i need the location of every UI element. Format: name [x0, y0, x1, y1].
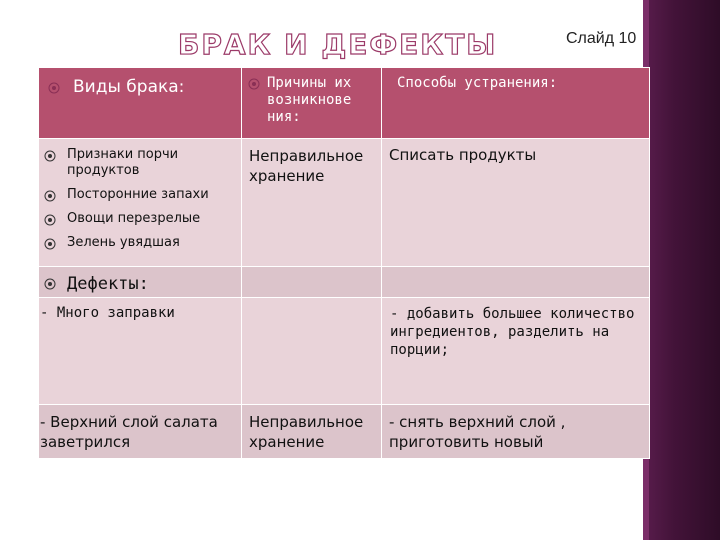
row3-cause-cell [242, 298, 382, 405]
list-item [43, 211, 237, 227]
defects-table [38, 67, 650, 459]
row4-cause-cell [242, 405, 382, 459]
row4-defect-cell [39, 405, 242, 459]
row3-fix-cell [382, 298, 650, 405]
row4-fix-text: - снять верхний слой , приготовить новый [389, 413, 566, 451]
target-bullet-icon [43, 277, 57, 291]
row1-types-cell [39, 139, 242, 267]
slide-number: Слайд 10 [566, 30, 637, 47]
row1-fix-cell [382, 139, 650, 267]
row2-label-text: Дефекты: [67, 274, 149, 294]
slide-title: БРАК И ДЕФЕКТЫ [178, 28, 498, 61]
row4-fix-cell [382, 405, 650, 459]
header-cell-types [39, 68, 242, 139]
row3-defect-text: - Много заправки [40, 305, 175, 321]
header-cell-fixes [382, 68, 650, 139]
target-bullet-icon [47, 81, 61, 95]
row3-fix-text: - добавить большее количество ингредиентов, разделить на порции; [390, 306, 635, 358]
list-item [43, 235, 237, 251]
row1-cause-text: Неправильное хранение [249, 147, 364, 185]
row1-fix-text: Списать продукты [389, 146, 537, 164]
list-item [43, 187, 237, 203]
list-item [43, 147, 237, 179]
row2-label-cell [39, 267, 242, 298]
row1-item-text: Признаки порчи продуктов [67, 147, 179, 178]
row1-cause-cell [242, 139, 382, 267]
row4-defect-text: - Верхний слой салата заветрился [40, 413, 218, 451]
target-bullet-icon [247, 77, 261, 91]
row4-cause-text: Неправильное хранение [249, 413, 364, 451]
side-decor-bar [643, 0, 720, 540]
table-row [39, 267, 650, 298]
header-types-label: Виды брака: [73, 77, 185, 97]
row3-defect-cell [39, 298, 242, 405]
table-row [39, 405, 650, 459]
table-header-row [39, 68, 650, 139]
target-bullet-icon [43, 213, 57, 227]
header-fixes-label: Способы устранения: [397, 75, 558, 91]
target-bullet-icon [43, 189, 57, 203]
header-cell-causes [242, 68, 382, 139]
header-causes-label: Причины их возникнове ния: [267, 75, 352, 125]
row1-item-text: Зелень увядшая [67, 235, 180, 250]
row2-empty-cell [382, 267, 650, 298]
row1-item-text: Овощи перезрелые [67, 211, 201, 226]
target-bullet-icon [43, 149, 57, 163]
target-bullet-icon [43, 237, 57, 251]
row1-item-text: Посторонние запахи [67, 187, 209, 202]
table-row [39, 298, 650, 405]
row2-empty-cell [242, 267, 382, 298]
table-row [39, 139, 650, 267]
